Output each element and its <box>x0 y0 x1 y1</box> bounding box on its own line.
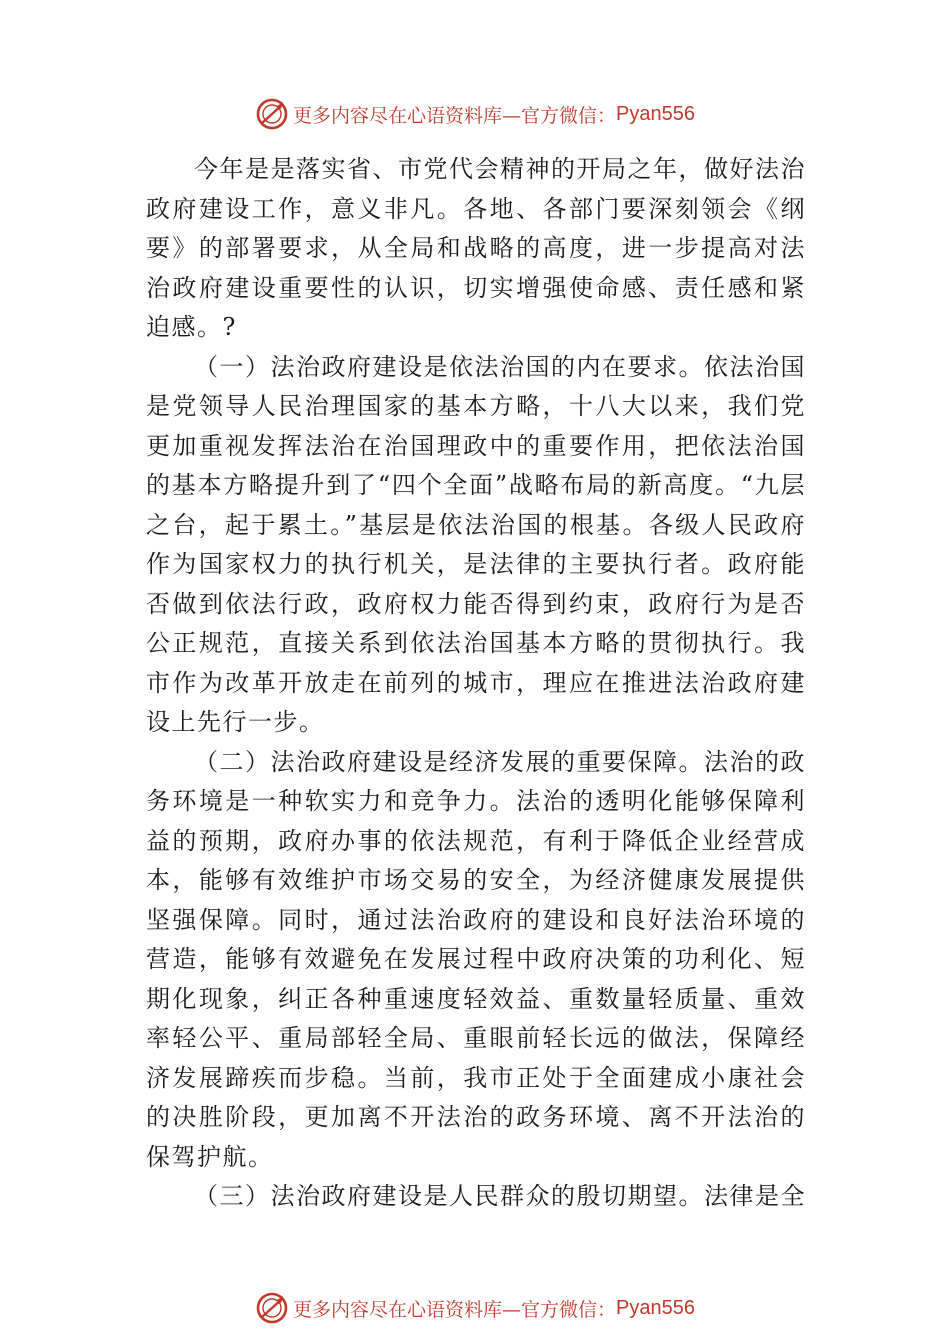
paragraph-section-1: （一）法治政府建设是依法治国的内在要求。依法治国是党领导人民治理国家的基本方略，十八大以来，我们党更加重视发挥法治在治国理政中的重要作用，把依法治国的基本方略提升到了“四个全面”战略布局的新高度。“九层之台，起于累土。”基层是依法治国的根基。各级人民政府作为国家权力的执行机关，是法律的主要执行者。政府能否做到依法行政，政府权力能否得到约束，政府行为是否公正规范，直接关系到依法治国基本方略的贯彻执行。我市作为改革开放走在前列的城市，理应在推进法治政府建设上先行一步。 <box>146 352 806 736</box>
paragraph-section-3: （三）法治政府建设是人民群众的殷切期望。法律是全 <box>194 1182 806 1210</box>
watermark-text: 更多内容尽在心语资料库—官方微信： <box>293 1298 617 1321</box>
watermark-wechat-id: Pyan556 <box>616 102 695 125</box>
logo-icon <box>255 97 289 131</box>
watermark-footer <box>0 1288 950 1328</box>
document-body <box>146 150 806 1217</box>
paragraph-section-2: （二）法治政府建设是经济发展的重要保障。法治的政务环境是一种软实力和竞争力。法治的透明化能够保障利益的预期，政府办事的依法规范，有利于降低企业经营成本，能够有效维护市场交易的安全，为经济健康发展提供坚强保障。同时，通过法治政府的建设和良好法治环境的营造，能够有效避免在发展过程中政府决策的功利化、短期化现象，纠正各种重速度轻效益、重数量轻质量、重效率轻公平、重局部轻全局、重眼前轻长远的做法，保障经济发展蹄疾而步稳。当前，我市正处于全面建成小康社会的决胜阶段，更加离不开法治的政务环境、离不开法治的保驾护航。 <box>146 747 806 1171</box>
watermark-header <box>0 94 950 134</box>
logo-icon <box>255 1291 289 1325</box>
watermark-text: 更多内容尽在心语资料库—官方微信： <box>293 104 617 127</box>
paragraph-intro: 今年是是落实省、市党代会精神的开局之年，做好法治政府建设工作，意义非凡。各地、各部门要深刻领会《纲要》的部署要求，从全局和战略的高度，进一步提高对法治政府建设重要性的认识，切实增强使命感、责任感和紧迫感。? <box>146 155 806 341</box>
watermark-wechat-id: Pyan556 <box>616 1296 695 1319</box>
